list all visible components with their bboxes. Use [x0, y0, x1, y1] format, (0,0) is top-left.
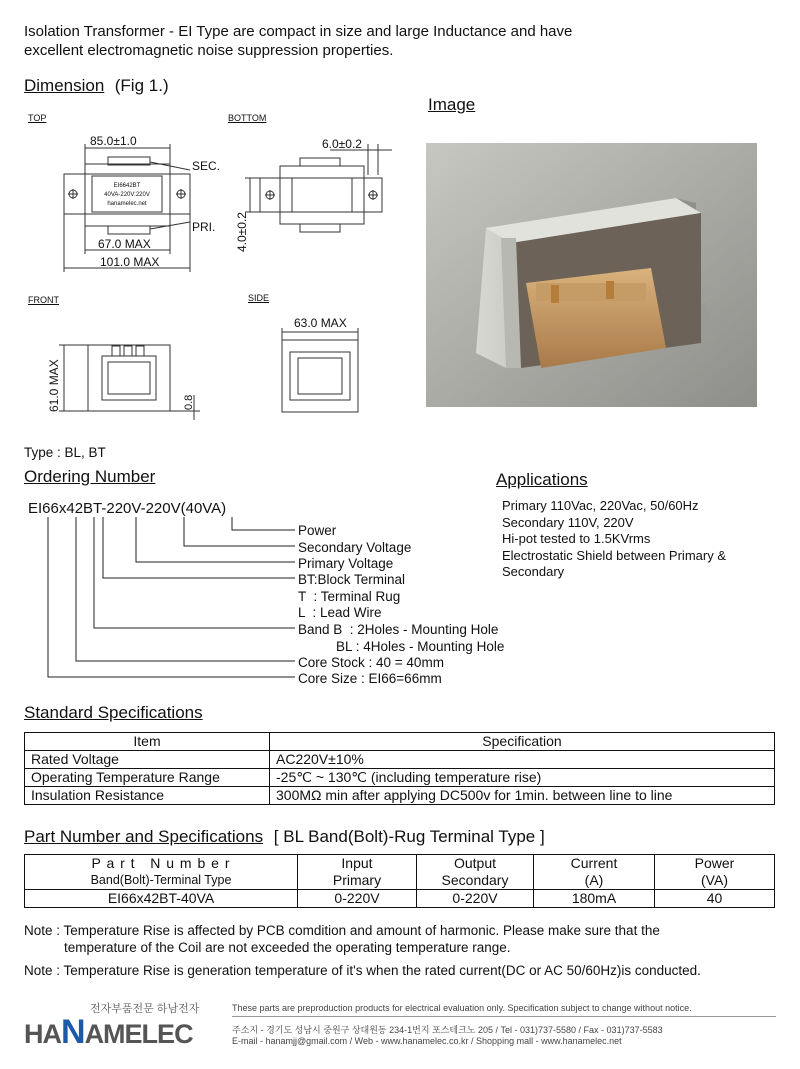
- spec-cell: Insulation Resistance: [25, 787, 270, 805]
- front-coil: [102, 356, 156, 400]
- bottom-window: [292, 178, 352, 212]
- note-line: Note : Temperature Rise is generation temperature of it's when the rated current(DC or AC 50/60Hz)is conducted.: [24, 963, 701, 978]
- table-row: [25, 890, 775, 908]
- dim-front-height: 61.0 MAX: [47, 359, 61, 412]
- part-specs-heading: [24, 827, 545, 847]
- pn-header-line: Secondary: [441, 872, 509, 888]
- ordering-primary-voltage: Primary Voltage: [298, 556, 394, 571]
- pn-cell: 40: [655, 890, 775, 908]
- ordering-block-terminal: BT:Block Terminal: [298, 572, 406, 587]
- pn-header-line: Primary: [332, 872, 382, 888]
- ordering-band-bl: BL : 4Holes - Mounting Hole: [336, 639, 505, 654]
- spec-header-item: Item: [25, 733, 270, 751]
- intro-line-2: excellent electromagnetic noise suppression properties.: [24, 42, 394, 59]
- pn-header-line: (VA): [701, 872, 728, 888]
- footer-divider: [232, 1016, 776, 1017]
- pn-cell: EI66x42BT-40VA: [25, 890, 298, 908]
- dim-bottom-width: 6.0±0.2: [322, 137, 362, 151]
- dim-front-base: 0.8: [183, 394, 195, 410]
- hanamelec-logo: [24, 1013, 193, 1052]
- pn-header-line: Band(Bolt)-Terminal Type: [90, 873, 232, 887]
- dim-top-inner: 67.0 MAX: [98, 237, 151, 251]
- standard-specs-table: [24, 732, 775, 805]
- front-coil-inner: [108, 362, 150, 394]
- spec-cell: 300MΩ min after applying DC500v for 1min. between line to line: [270, 787, 775, 805]
- plate-line-1: EI6642BT: [113, 183, 141, 189]
- application-line: Primary 110Vac, 220Vac, 50/60Hz: [502, 498, 699, 513]
- view-label-bottom: BOTTOM: [228, 113, 267, 123]
- pn-header-line: Power: [694, 855, 735, 871]
- logo-part-b: AMELEC: [84, 1019, 193, 1049]
- note-1: [24, 922, 784, 956]
- spec-cell: Operating Temperature Range: [25, 769, 270, 787]
- side-coil: [290, 352, 350, 400]
- application-line: Hi-pot tested to 1.5KVrms: [502, 531, 651, 546]
- pn-header-line: Current: [570, 855, 618, 871]
- footer-disclaimer: These parts are preproduction products for electrical evaluation only. Specification subject to change without notice.: [232, 1003, 692, 1013]
- pn-header-output: [417, 855, 534, 890]
- application-line: Electrostatic Shield between Primary &: [502, 547, 726, 563]
- ordering-leader-lines: [0, 500, 300, 690]
- dim-top-width: 85.0±1.0: [90, 134, 137, 148]
- bottom-core: [280, 166, 364, 224]
- pn-header-current: [534, 855, 655, 890]
- pn-cell: 180mA: [534, 890, 655, 908]
- ordering-band-b: Band B : 2Holes - Mounting Hole: [298, 622, 499, 637]
- note-line: temperature of the Coil are not exceeded the operating temperature range.: [64, 940, 511, 955]
- front-core: [88, 345, 170, 411]
- image-title: Image: [428, 95, 476, 114]
- footer: [24, 1000, 776, 1060]
- pn-header-line: Input: [341, 855, 373, 871]
- bottom-terminals-bottom: [300, 224, 340, 232]
- bottom-terminals-top: [300, 158, 340, 166]
- pn-header-line: (A): [584, 872, 604, 888]
- dimension-fig: (Fig 1.): [114, 76, 169, 95]
- pn-cell: 0-220V: [417, 890, 534, 908]
- side-core: [282, 340, 358, 412]
- ordering-core-size: Core Size : EI66=66mm: [298, 671, 442, 686]
- dimension-drawing: [0, 0, 420, 440]
- ordering-secondary-voltage: Secondary Voltage: [298, 540, 412, 555]
- spec-header-specification: Specification: [270, 733, 775, 751]
- pn-header-line: Output: [453, 855, 497, 871]
- footer-address: 주소지 - 경기도 성남시 중원구 상대원동 234-1번지 포스테크노 205 / Tel - 031)737-5580 / Fax - 031)737-5583: [232, 1025, 663, 1035]
- footer-logo-korean: 전자부품전문 하남전자: [90, 1003, 200, 1015]
- type-line: Type : BL, BT: [24, 445, 106, 460]
- pn-header-part-number: [25, 855, 298, 890]
- logo-part-a: HA: [24, 1019, 61, 1049]
- plate-line-2: 40VA-220V:220V: [104, 192, 150, 198]
- table-row: [25, 769, 775, 787]
- applications-title: Applications: [496, 470, 588, 489]
- intro-line-1: Isolation Transformer - EI Type are compact in size and large Inductance and have: [24, 23, 573, 40]
- view-label-side: SIDE: [248, 293, 270, 303]
- ordering-core-stock: Core Stock : 40 = 40mm: [298, 655, 444, 670]
- view-label-top: TOP: [28, 113, 47, 123]
- application-line: Secondary 110V, 220V: [502, 514, 634, 530]
- dim-pri-label: PRI.: [192, 220, 216, 234]
- pn-header-power: [655, 855, 775, 890]
- product-photo: [426, 143, 757, 407]
- dim-sec-label: SEC.: [192, 159, 221, 173]
- pn-header-input: [298, 855, 417, 890]
- part-specs-title: Part Number and Specifications: [24, 827, 264, 846]
- logo-part-n: N: [61, 1013, 85, 1051]
- note-line: Note : Temperature Rise is affected by PCB comdition and amount of harmonic. Please make sure that the: [24, 923, 660, 938]
- ordering-code: EI66x42BT-220V-220V(40VA): [28, 500, 227, 517]
- pn-header-line: P a r t N u m b e r: [91, 855, 231, 871]
- part-specs-subtitle: [ BL Band(Bolt)-Rug Terminal Type ]: [273, 827, 545, 846]
- standard-specs-title: Standard Specifications: [24, 703, 203, 722]
- plate-line-3: hanamelec.net: [107, 201, 147, 207]
- transformer-illustration: [426, 143, 757, 407]
- applications-list: [502, 498, 782, 581]
- table-row: [25, 787, 775, 805]
- dim-top-outer: 101.0 MAX: [100, 255, 160, 269]
- note-2: [24, 962, 794, 979]
- view-label-front: FRONT: [28, 295, 59, 305]
- table-row: [25, 751, 775, 769]
- ordering-terminal-rug: T : Terminal Rug: [298, 589, 401, 604]
- footer-contact: E-mail - hanamjj@gmail.com / Web - www.hanamelec.co.kr / Shopping mall - www.hanamelec.net: [232, 1036, 622, 1046]
- ordering-lead-wire: L : Lead Wire: [298, 605, 382, 620]
- dimension-title: Dimension: [24, 76, 105, 95]
- dim-bottom-height: 4.0±0.2: [235, 212, 249, 252]
- part-specs-table: [24, 854, 775, 908]
- spec-cell: -25℃ ~ 130℃ (including temperature rise): [270, 769, 775, 787]
- dim-side-width: 63.0 MAX: [294, 316, 347, 330]
- spec-cell: AC220V±10%: [270, 751, 775, 769]
- application-line: Secondary: [502, 564, 565, 579]
- spec-cell: Rated Voltage: [25, 751, 270, 769]
- top-pri-terminals: [108, 226, 150, 234]
- ordering-power: Power: [298, 523, 337, 538]
- ordering-title: Ordering Number: [24, 467, 156, 486]
- pn-cell: 0-220V: [298, 890, 417, 908]
